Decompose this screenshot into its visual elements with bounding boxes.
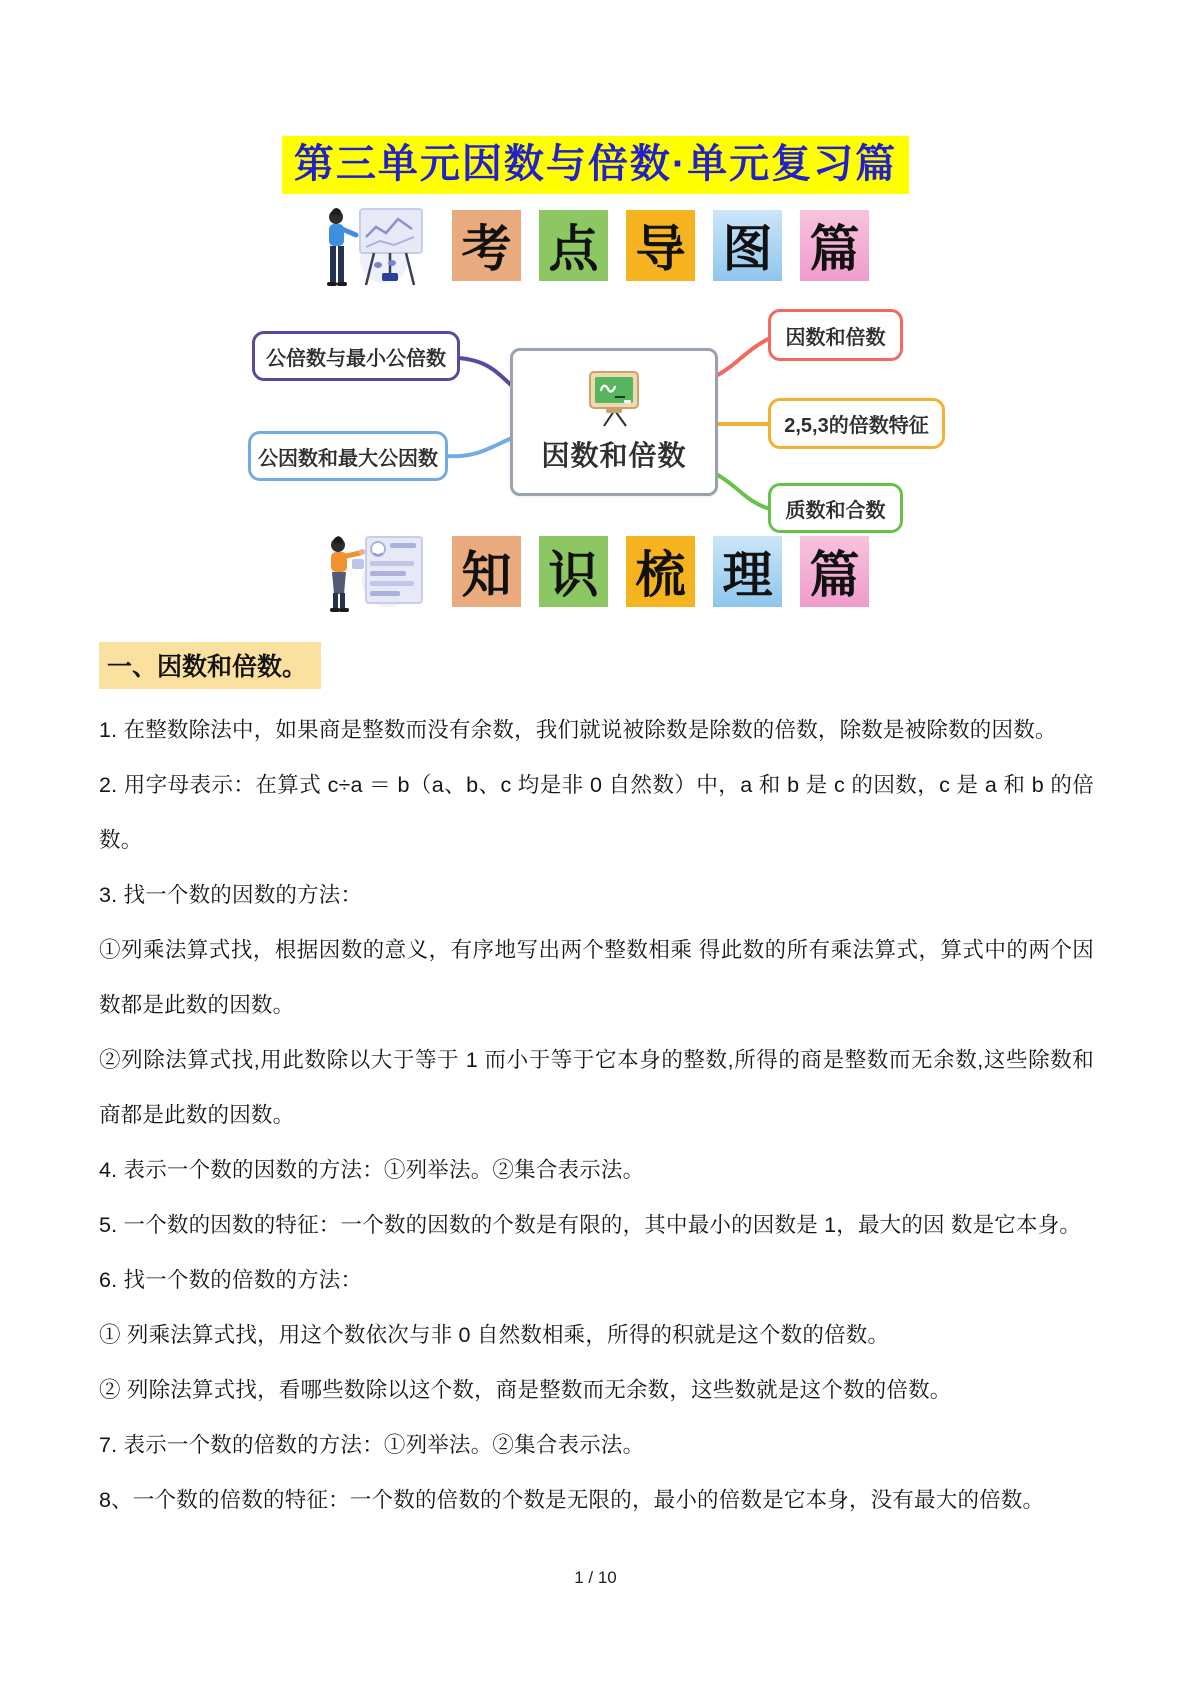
page-title: 第三单元因数与倍数·单元复习篇: [282, 136, 909, 194]
banner-char-box: 导: [626, 210, 695, 281]
knowledge-item: 1. 在整数除法中，如果商是整数而没有余数，我们就说被除数是除数的倍数，除数是被除数的因数。: [99, 718, 1057, 742]
banner-char-box: 知: [452, 536, 521, 607]
banner-char-box: 篇: [800, 210, 869, 281]
knowledge-item: 6. 找一个数的倍数的方法：: [99, 1268, 363, 1292]
banner-char-box: 识: [539, 536, 608, 607]
title-row: [0, 0, 1191, 194]
knowledge-item: 8、一个数的倍数的特征：一个数的倍数的个数是无限的，最小的倍数是它本身，没有最大的倍数。: [99, 1488, 1045, 1512]
banner-char-box: 篇: [800, 536, 869, 607]
presenter-illustration: [322, 203, 434, 287]
mindmap-center-node: [510, 348, 718, 496]
banner-char-box: 点: [539, 210, 608, 281]
banner-char-box: 理: [713, 536, 782, 607]
mindmap: [0, 288, 1191, 528]
banner-char-box: 图: [713, 210, 782, 281]
knowledge-list: [99, 703, 1094, 1528]
mindmap-center-label: 因数和倍数: [541, 440, 687, 471]
chalkboard-icon: [582, 370, 646, 428]
knowledge-item: 4. 表示一个数的因数的方法：①列举法。②集合表示法。: [99, 1158, 645, 1182]
knowledge-item: ① 列乘法算式找，用这个数依次与非 0 自然数相乘，所得的积就是这个数的倍数。: [99, 1323, 890, 1347]
knowledge-item: 7. 表示一个数的倍数的方法：①列举法。②集合表示法。: [99, 1433, 645, 1457]
mindmap-node-factors-multiples: 因数和倍数: [768, 309, 903, 361]
banner-exam-map: [0, 202, 1191, 288]
mindmap-node-common-factors: 公因数和最大公因数: [248, 431, 448, 481]
page-number: 1 / 10: [574, 1568, 617, 1587]
knowledge-item: ② 列除法算式找，看哪些数除以这个数，商是整数而无余数，这些数就是这个数的倍数。: [99, 1378, 952, 1402]
knowledge-item: ②列除法算式找,用此数除以大于等于 1 而小于等于它本身的整数,所得的商是整数而无余数,这些除数和商都是此数的因数。: [99, 1048, 1094, 1127]
mindmap-node-multiple-features: 2,5,3的倍数特征: [768, 398, 945, 449]
knowledge-item: ①列乘法算式找，根据因数的意义，有序地写出两个整数相乘 得此数的所有乘法算式，算式中的两个因数都是此数的因数。: [99, 938, 1094, 1017]
banner-char-box: 考: [452, 210, 521, 281]
knowledge-item: 2. 用字母表示：在算式 c÷a ＝ b（a、b、c 均是非 0 自然数）中，a 和 b 是 c 的因数，c 是 a 和 b 的倍数。: [99, 773, 1094, 852]
banner-char-box: 梳: [626, 536, 695, 607]
section-heading: 一、因数和倍数。: [99, 642, 321, 689]
knowledge-item: 3. 找一个数的因数的方法：: [99, 883, 363, 907]
section-row: [99, 642, 1191, 689]
mindmap-node-common-multiples: 公倍数与最小公倍数: [252, 331, 460, 381]
mindmap-node-prime-composite: 质数和合数: [768, 483, 903, 533]
knowledge-item: 5. 一个数的因数的特征：一个数的因数的个数是有限的，其中最小的因数是 1，最大的因 数是它本身。: [99, 1213, 1082, 1237]
